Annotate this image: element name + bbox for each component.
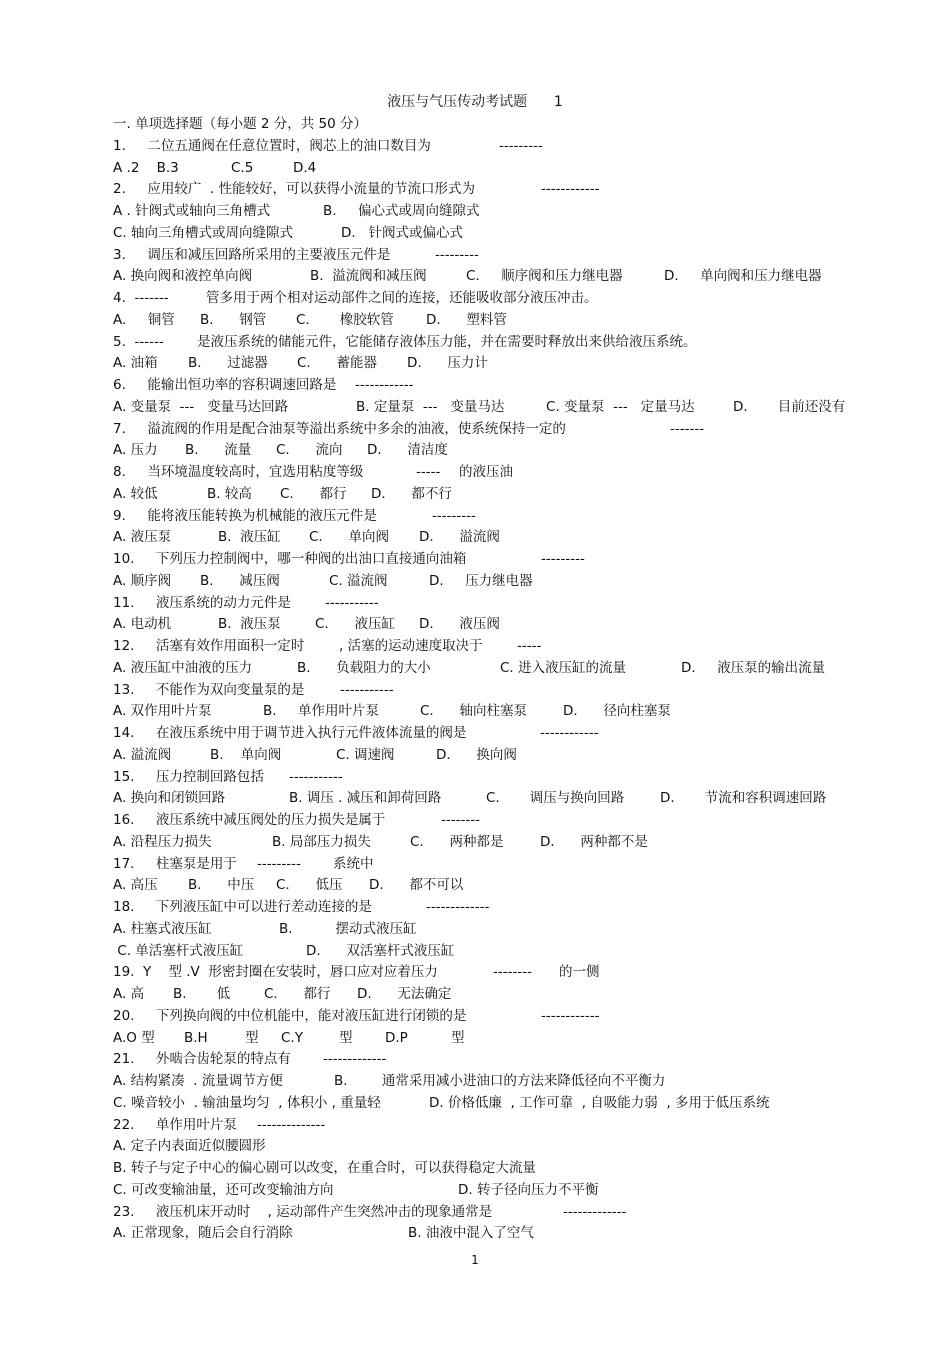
text-segment: D. 针阀式或偏心式 — [341, 224, 464, 241]
text-line — [113, 571, 853, 592]
text-segment: D. 节流和容积调速回路 — [660, 790, 827, 807]
text-segment: D. 转子径向压力不平衡 — [458, 1181, 599, 1198]
text-segment: C. 顺序阀和压力继电器 — [466, 268, 623, 285]
text-line — [113, 897, 853, 918]
text-segment: D.P — [385, 1029, 408, 1046]
text-segment: C. 都行 — [280, 485, 347, 502]
text-line — [113, 310, 853, 331]
text-segment: ------------ — [540, 725, 599, 741]
text-segment: 23. 液压机床开动时 , 运动部件产生突然冲击的现象通常是 — [113, 1203, 493, 1220]
text-line — [113, 462, 853, 483]
text-segment: --------- — [432, 507, 476, 524]
text-segment: C. 液压缸 — [315, 616, 395, 633]
text-segment: 17. 柱塞泵是用于 — [113, 855, 237, 872]
text-segment: 6. 能输出恒功率的容积调速回路是 — [113, 377, 337, 393]
text-segment: C. 变量泵 --- 定量马达 — [546, 398, 695, 415]
text-line — [113, 288, 853, 309]
text-segment: ------------ — [541, 1007, 600, 1024]
text-line — [113, 136, 853, 157]
text-line — [113, 984, 853, 1005]
text-segment: 14. 在液压系统中用于调节进入执行元件液体流量的阀是 — [113, 725, 467, 741]
text-line — [113, 614, 853, 635]
text-line — [113, 353, 853, 374]
text-line — [113, 484, 853, 505]
text-line — [113, 397, 853, 418]
text-segment: 的液压油 — [459, 464, 513, 480]
text-segment: C. 可改变输油量，还可改变输油方向 — [113, 1181, 334, 1198]
text-segment: C. 调速阀 — [336, 746, 395, 763]
text-segment: --------- — [435, 246, 479, 263]
text-segment: B. 减压阀 — [200, 572, 280, 589]
text-segment: 1. 二位五通阀在任意位置时，阀芯上的油口数目为 — [113, 137, 431, 154]
text-line — [113, 419, 853, 440]
text-segment: B. 溢流阀和减压阀 — [310, 268, 427, 285]
text-segment: A. 液压泵 — [113, 529, 172, 546]
text-line — [113, 506, 853, 527]
text-segment: B.H — [184, 1029, 208, 1046]
text-line — [113, 1071, 853, 1092]
text-segment: A. 定子内表面近似腰圆形 — [113, 1138, 266, 1155]
text-segment: ----- — [517, 638, 542, 654]
text-segment: A. 高压 — [113, 877, 158, 894]
text-line — [113, 1202, 853, 1223]
text-segment: ----------- — [340, 681, 394, 698]
text-segment: C. 进入液压缸的流量 — [500, 659, 627, 676]
text-segment: 12. 活塞有效作用面积一定时 — [113, 638, 305, 654]
text-segment: C. 单活塞杆式液压缸 — [113, 942, 244, 959]
text-line — [113, 1180, 853, 1201]
text-segment: C. 轴向三角槽式或周向缝隙式 — [113, 224, 294, 241]
text-segment: B. 定量泵 --- 变量马达 — [356, 398, 505, 415]
text-segment: A. 顺序阀 — [113, 572, 172, 589]
text-segment: C. 溢流阀 — [329, 572, 388, 589]
text-line — [113, 527, 853, 548]
text-segment: ------------ — [541, 181, 600, 198]
text-segment: B. 油液中混入了空气 — [408, 1225, 534, 1242]
text-segment: ------------- — [563, 1203, 627, 1220]
text-segment: D. 溢流阀 — [419, 529, 500, 546]
text-segment: 22. 单作用叶片泵 — [113, 1116, 237, 1133]
text-line — [113, 1158, 853, 1179]
text-segment: 18. 下列液压缸中可以进行差动连接的是 — [113, 899, 372, 915]
text-segment: -------------- — [257, 1116, 326, 1133]
text-segment: D. 换向阀 — [436, 746, 517, 763]
text-line — [113, 332, 853, 353]
text-segment: ----- — [416, 464, 441, 480]
text-segment: A. 油箱 — [113, 355, 158, 372]
text-segment: A .2 B.3 — [113, 159, 179, 176]
text-segment: A. 高 — [113, 986, 145, 1002]
text-segment: 型 — [451, 1029, 465, 1046]
page-number: 1 — [471, 1253, 479, 1267]
text-line — [113, 832, 853, 853]
text-segment: 21. 外啮合齿轮泵的特点有 — [113, 1051, 291, 1068]
text-segment: D. 价格低廉 , 工作可靠 , 自吸能力弱 , 多用于低压系统 — [429, 1094, 770, 1111]
text-segment: D. 塑料管 — [426, 311, 507, 328]
text-line — [113, 1136, 853, 1157]
text-segment: A. 换向和闭锁回路 — [113, 790, 226, 807]
text-segment: A. 柱塞式液压缸 — [113, 920, 212, 937]
text-segment: D. 两种都不是 — [540, 833, 648, 850]
text-segment: C. 轴向柱塞泵 — [420, 703, 527, 720]
text-line — [113, 875, 853, 896]
text-segment: A. 较低 — [113, 485, 158, 502]
text-line — [113, 1049, 853, 1070]
text-segment: 9. 能将液压能转换为机械能的液压元件是 — [113, 507, 377, 524]
text-segment: B. 中压 — [188, 877, 255, 894]
text-line — [113, 266, 853, 287]
text-segment: , 活塞的运动速度取决于 — [339, 638, 483, 654]
text-segment: ------------ — [355, 377, 414, 393]
text-line — [113, 1028, 853, 1049]
text-segment: 系统中 — [333, 855, 374, 872]
text-segment: D. 压力继电器 — [429, 572, 533, 589]
text-segment: A. 铜管 — [113, 311, 175, 328]
text-segment: D. 液压阀 — [419, 616, 500, 633]
text-segment: 型 — [245, 1029, 259, 1046]
text-line — [113, 701, 853, 722]
text-segment: 管多用于两个相对运动部件之间的连接，还能吸收部分液压冲击。 — [206, 290, 598, 306]
text-segment: D.4 — [293, 159, 317, 176]
text-segment: D. 径向柱塞泵 — [563, 703, 671, 720]
text-segment: ------------- — [323, 1051, 387, 1068]
text-segment: C. 蓄能器 — [297, 355, 377, 372]
text-line — [113, 788, 853, 809]
text-line — [113, 919, 853, 940]
text-segment: --------- — [541, 551, 585, 567]
section-heading: 一. 单项选择题（每小题 2 分，共 50 分） — [113, 116, 368, 132]
text-segment: -------- — [441, 812, 480, 828]
text-segment: B. 钢管 — [200, 311, 267, 328]
text-line — [113, 962, 853, 983]
text-segment: B. 单向阀 — [210, 746, 282, 763]
text-segment: D. 压力计 — [407, 355, 488, 372]
text-segment: D. 单向阀和压力继电器 — [664, 268, 822, 285]
text-segment: 16. 液压系统中减压阀处的压力损失是属于 — [113, 812, 386, 828]
text-segment: D. 都不可以 — [369, 877, 464, 894]
text-line — [113, 201, 853, 222]
text-line — [113, 680, 853, 701]
text-segment: D. 都不行 — [371, 485, 452, 502]
text-segment: ------------- — [426, 899, 490, 915]
text-line — [113, 593, 853, 614]
text-segment: B. 负载阻力的大小 — [297, 659, 431, 676]
text-segment: 19. Y 型 .V 形密封圈在安装时，唇口应对应着压力 — [113, 964, 438, 981]
text-line — [113, 223, 853, 244]
text-segment: 10. 下列压力控制阀中，哪一种阀的出油口直接通向油箱 — [113, 551, 467, 567]
text-line — [113, 245, 853, 266]
text-line — [113, 375, 853, 396]
text-segment: B. 偏心式或周向缝隙式 — [323, 203, 480, 219]
text-line — [113, 179, 853, 200]
text-segment: 型 — [339, 1029, 353, 1046]
text-line — [113, 549, 853, 570]
text-segment: C. 调压与换向回路 — [486, 790, 625, 807]
text-segment: C. 两种都是 — [410, 833, 504, 850]
text-line — [113, 767, 853, 788]
text-line — [113, 723, 853, 744]
text-segment: A. 溢流阀 — [113, 746, 172, 763]
text-line — [113, 1115, 853, 1136]
text-segment: C.5 — [231, 159, 254, 176]
text-segment: A. 电动机 — [113, 616, 172, 633]
text-segment: B. 单作用叶片泵 — [263, 703, 380, 720]
text-segment: D. 双活塞杆式液压缸 — [306, 942, 455, 959]
text-segment: 是液压系统的储能元件，它能储存液体压力能，并在需要时释放出来供给液压系统。 — [197, 333, 697, 350]
text-segment: A. 液压缸中油液的压力 — [113, 659, 253, 676]
text-segment: D. 无法确定 — [357, 986, 452, 1002]
text-segment: B. 局部压力损失 — [272, 833, 371, 850]
text-segment: A. 结构紧凑 . 流量调节方便 — [113, 1073, 283, 1089]
text-line — [113, 658, 853, 679]
text-segment: B. 调压 . 减压和卸荷回路 — [289, 790, 442, 807]
text-segment: B. 液压缸 — [218, 529, 281, 546]
text-segment: A.O 型 — [113, 1029, 155, 1046]
text-segment: 7. 溢流阀的作用是配合油泵等溢出系统中多余的油液，使系统保持一定的 — [113, 420, 566, 437]
text-segment: B. 低 — [173, 986, 231, 1002]
text-segment: 11. 液压系统的动力元件是 — [113, 594, 291, 611]
text-segment: B. 摆动式液压缸 — [279, 920, 417, 937]
text-segment: 5. ------ — [113, 333, 164, 350]
text-segment: A. 双作用叶片泵 — [113, 703, 212, 720]
text-line — [113, 941, 853, 962]
text-segment: B. 过滤器 — [188, 355, 268, 372]
text-segment: B. 转子与定子中心的偏心剧可以改变，在重合时，可以获得稳定大流量 — [113, 1160, 536, 1176]
text-segment: B. 液压泵 — [218, 616, 281, 633]
text-segment: A. 换向阀和液控单向阀 — [113, 268, 253, 285]
text-line — [113, 1223, 853, 1244]
text-segment: D. 液压泵的输出流量 — [681, 659, 826, 676]
text-segment: A . 针阀式或轴向三角槽式 — [113, 203, 271, 219]
text-segment: 2. 应用较广 . 性能较好，可以获得小流量的节流口形式为 — [113, 181, 476, 198]
text-segment: 20. 下列换向阀的中位机能中，能对液压缸进行闭锁的是 — [113, 1007, 467, 1024]
text-segment: 3. 调压和减压回路所采用的主要液压元件是 — [113, 246, 391, 263]
text-segment: D. 清洁度 — [367, 442, 448, 459]
text-segment: --------- — [257, 855, 301, 872]
text-segment: C. 橡胶软管 — [296, 311, 394, 328]
text-segment: C. 单向阀 — [309, 529, 389, 546]
text-segment: C.Y — [281, 1029, 303, 1046]
text-line — [113, 158, 853, 179]
text-segment: C. 噪音较小 . 输油量均匀 , 体积小 , 重量轻 — [113, 1094, 381, 1111]
text-line — [113, 636, 853, 657]
text-line — [113, 810, 853, 831]
text-segment: B. 较高 — [207, 485, 252, 502]
text-segment: A. 沿程压力损失 — [113, 833, 212, 850]
text-line — [113, 745, 853, 766]
page-title: 液压与气压传动考试题 1 — [387, 94, 563, 110]
text-segment: ----------- — [289, 768, 343, 785]
text-line — [113, 1093, 853, 1114]
text-segment: D. 目前还没有 — [733, 398, 846, 415]
text-line — [113, 854, 853, 875]
text-segment: C. 低压 — [276, 877, 343, 894]
text-segment: 4. ------- — [113, 290, 169, 306]
text-segment: 8. 当环境温度较高时，宜选用粘度等级 — [113, 464, 364, 480]
text-line — [113, 440, 853, 461]
text-segment: ------- — [670, 420, 705, 437]
text-segment: 13. 不能作为双向变量泵的是 — [113, 681, 305, 698]
text-segment: --------- — [499, 137, 543, 154]
text-segment: A. 正常现象，随后会自行消除 — [113, 1225, 293, 1242]
text-segment: B. 通常采用减小进油口的方法来降低径向不平衡力 — [334, 1073, 666, 1089]
text-segment: B. 流量 — [185, 442, 252, 459]
text-segment: 15. 压力控制回路包括 — [113, 768, 264, 785]
text-segment: C. 都行 — [264, 986, 331, 1002]
text-line — [113, 1006, 853, 1027]
text-segment: 的一侧 — [559, 964, 600, 981]
text-segment: ----------- — [325, 594, 379, 611]
text-segment: -------- — [493, 964, 532, 981]
text-segment: A. 变量泵 --- 变量马达回路 — [113, 398, 289, 415]
text-segment: C. 流向 — [276, 442, 343, 459]
text-segment: A. 压力 — [113, 442, 158, 459]
